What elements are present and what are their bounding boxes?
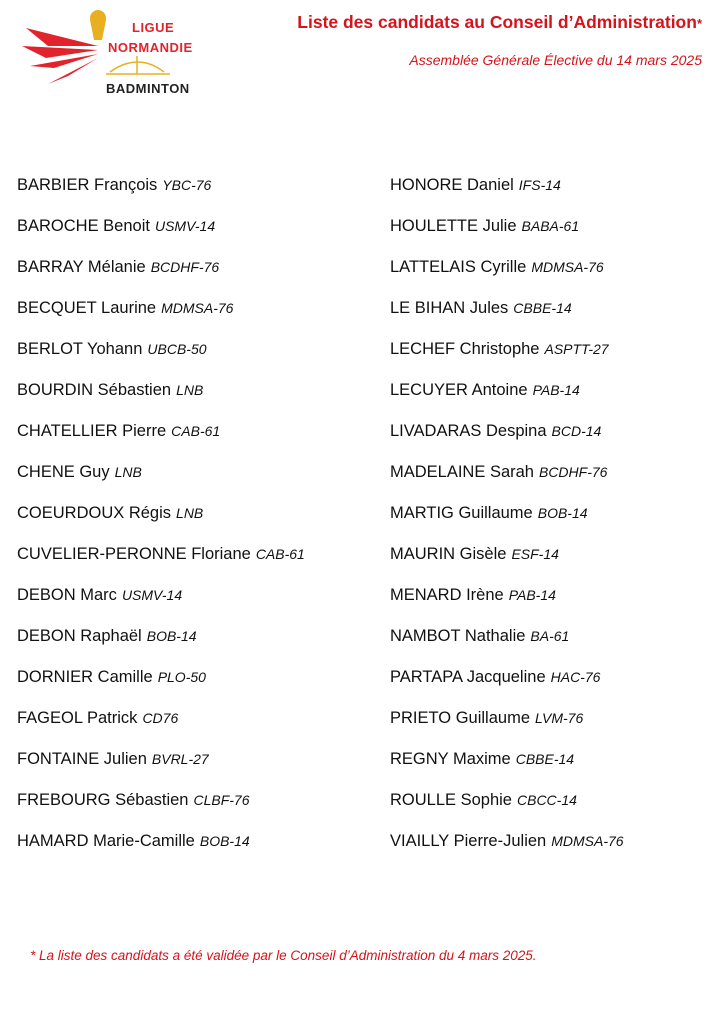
candidate-name: REGNY Maxime [390, 750, 511, 768]
candidate-item [17, 707, 305, 748]
candidate-name: BOURDIN Sébastien [17, 381, 172, 399]
candidate-club: USMV-14 [154, 218, 216, 234]
candidates-right-column [390, 174, 624, 871]
page-subtitle: Assemblée Générale Élective du 14 mars 2025 [409, 52, 702, 68]
candidate-item [390, 584, 624, 625]
candidate-club: LNB [114, 464, 142, 480]
candidate-name: MAURIN Gisèle [390, 545, 507, 563]
candidate-name: HONORE Daniel [390, 176, 514, 194]
candidate-item [17, 666, 305, 707]
candidate-item [17, 256, 305, 297]
candidate-club: ESF-14 [511, 546, 559, 562]
candidate-club: CAB-61 [255, 546, 305, 562]
candidate-name: DORNIER Camille [17, 668, 153, 686]
candidate-item [17, 789, 305, 830]
candidate-item [17, 215, 305, 256]
candidate-item [390, 215, 624, 256]
candidate-item [17, 502, 305, 543]
candidate-item [17, 174, 305, 215]
candidate-name: BECQUET Laurine [17, 299, 157, 317]
candidate-name: FREBOURG Sébastien [17, 791, 189, 809]
candidate-name: FAGEOL Patrick [17, 709, 138, 727]
candidate-name: LE BIHAN Jules [390, 299, 509, 317]
candidate-name: LECUYER Antoine [390, 381, 528, 399]
candidate-name: NAMBOT Nathalie [390, 627, 526, 645]
candidate-name: MADELAINE Sarah [390, 463, 534, 481]
candidate-name: ROULLE Sophie [390, 791, 512, 809]
candidate-club: MDMSA-76 [161, 300, 234, 316]
candidate-club: HAC-76 [550, 669, 601, 685]
candidate-item [390, 502, 624, 543]
candidate-item [390, 461, 624, 502]
candidate-name: PRIETO Guillaume [390, 709, 530, 727]
candidate-item [390, 748, 624, 789]
candidate-name: LATTELAIS Cyrille [390, 258, 527, 276]
candidate-name: LECHEF Christophe [390, 340, 540, 358]
candidates-left-column [17, 174, 305, 871]
candidate-club: BCD-14 [551, 423, 602, 439]
candidate-item [390, 625, 624, 666]
candidate-name: LIVADARAS Despina [390, 422, 547, 440]
candidate-item [390, 256, 624, 297]
candidate-club: PAB-14 [532, 382, 580, 398]
candidate-club: PLO-50 [157, 669, 206, 685]
candidate-item [17, 379, 305, 420]
candidate-club: BCDHF-76 [150, 259, 220, 275]
candidate-item [17, 420, 305, 461]
candidate-name: BARRAY Mélanie [17, 258, 146, 276]
candidate-name: MENARD Irène [390, 586, 504, 604]
candidate-club: BABA-61 [521, 218, 580, 234]
logo-text-normandie: NORMANDIE [108, 40, 193, 55]
candidate-item [17, 297, 305, 338]
candidate-item [390, 297, 624, 338]
candidate-club: YBC-76 [162, 177, 212, 193]
logo-text-badminton: BADMINTON [106, 81, 190, 96]
candidate-item [17, 461, 305, 502]
candidate-club: BOB-14 [199, 833, 250, 849]
candidate-item [390, 789, 624, 830]
candidate-club: BA-61 [530, 628, 570, 644]
candidate-name: BAROCHE Benoit [17, 217, 150, 235]
candidate-name: HAMARD Marie-Camille [17, 832, 195, 850]
candidate-item [17, 543, 305, 584]
candidate-club: ASPTT-27 [544, 341, 609, 357]
candidate-item [17, 625, 305, 666]
candidate-club: BCDHF-76 [538, 464, 608, 480]
candidate-item [390, 707, 624, 748]
candidate-name: COEURDOUX Régis [17, 504, 172, 522]
candidate-item [390, 420, 624, 461]
league-logo [18, 6, 208, 96]
candidate-club: BOB-14 [146, 628, 197, 644]
candidate-club: MDMSA-76 [531, 259, 604, 275]
candidate-item [390, 379, 624, 420]
candidate-name: PARTAPA Jacqueline [390, 668, 546, 686]
page-title [297, 12, 702, 33]
page-title-text: Liste des candidats au Conseil d’Administration [297, 12, 697, 32]
candidate-club: LNB [176, 505, 204, 521]
candidate-name: CUVELIER-PERONNE Floriane [17, 545, 251, 563]
candidate-club: LNB [176, 382, 204, 398]
candidate-club: USMV-14 [121, 587, 183, 603]
candidate-name: CHATELLIER Pierre [17, 422, 167, 440]
candidate-club: CBBE-14 [515, 751, 575, 767]
candidate-name: DEBON Marc [17, 586, 117, 604]
candidate-item [17, 748, 305, 789]
candidate-item [390, 543, 624, 584]
candidate-club: UBCB-50 [147, 341, 207, 357]
candidate-club: CLBF-76 [193, 792, 250, 808]
candidate-name: FONTAINE Julien [17, 750, 147, 768]
candidate-item [17, 338, 305, 379]
candidate-name: HOULETTE Julie [390, 217, 517, 235]
candidate-club: CAB-61 [171, 423, 221, 439]
candidate-name: VIAILLY Pierre-Julien [390, 832, 547, 850]
candidate-club: MDMSA-76 [551, 833, 624, 849]
footnote: * La liste des candidats a été validée par le Conseil d’Administration du 4 mars 2025. [30, 948, 537, 963]
candidate-item [17, 830, 305, 871]
candidate-name: CHENE Guy [17, 463, 110, 481]
candidate-name: BARBIER François [17, 176, 158, 194]
logo-text-ligue: LIGUE [132, 20, 175, 35]
candidate-club: LVM-76 [535, 710, 584, 726]
title-asterisk: * [696, 16, 702, 31]
candidate-name: MARTIG Guillaume [390, 504, 533, 522]
candidate-club: CBCC-14 [517, 792, 577, 808]
candidate-item [17, 584, 305, 625]
candidate-name: DEBON Raphaël [17, 627, 142, 645]
candidate-club: CBBE-14 [513, 300, 572, 316]
candidate-club: BOB-14 [537, 505, 588, 521]
candidate-item [390, 666, 624, 707]
candidate-name: BERLOT Yohann [17, 340, 143, 358]
candidate-item [390, 174, 624, 215]
candidate-item [390, 338, 624, 379]
candidate-item [390, 830, 624, 871]
candidate-club: IFS-14 [518, 177, 561, 193]
candidate-club: CD76 [142, 710, 179, 726]
candidate-club: BVRL-27 [151, 751, 209, 767]
candidate-club: PAB-14 [508, 587, 556, 603]
